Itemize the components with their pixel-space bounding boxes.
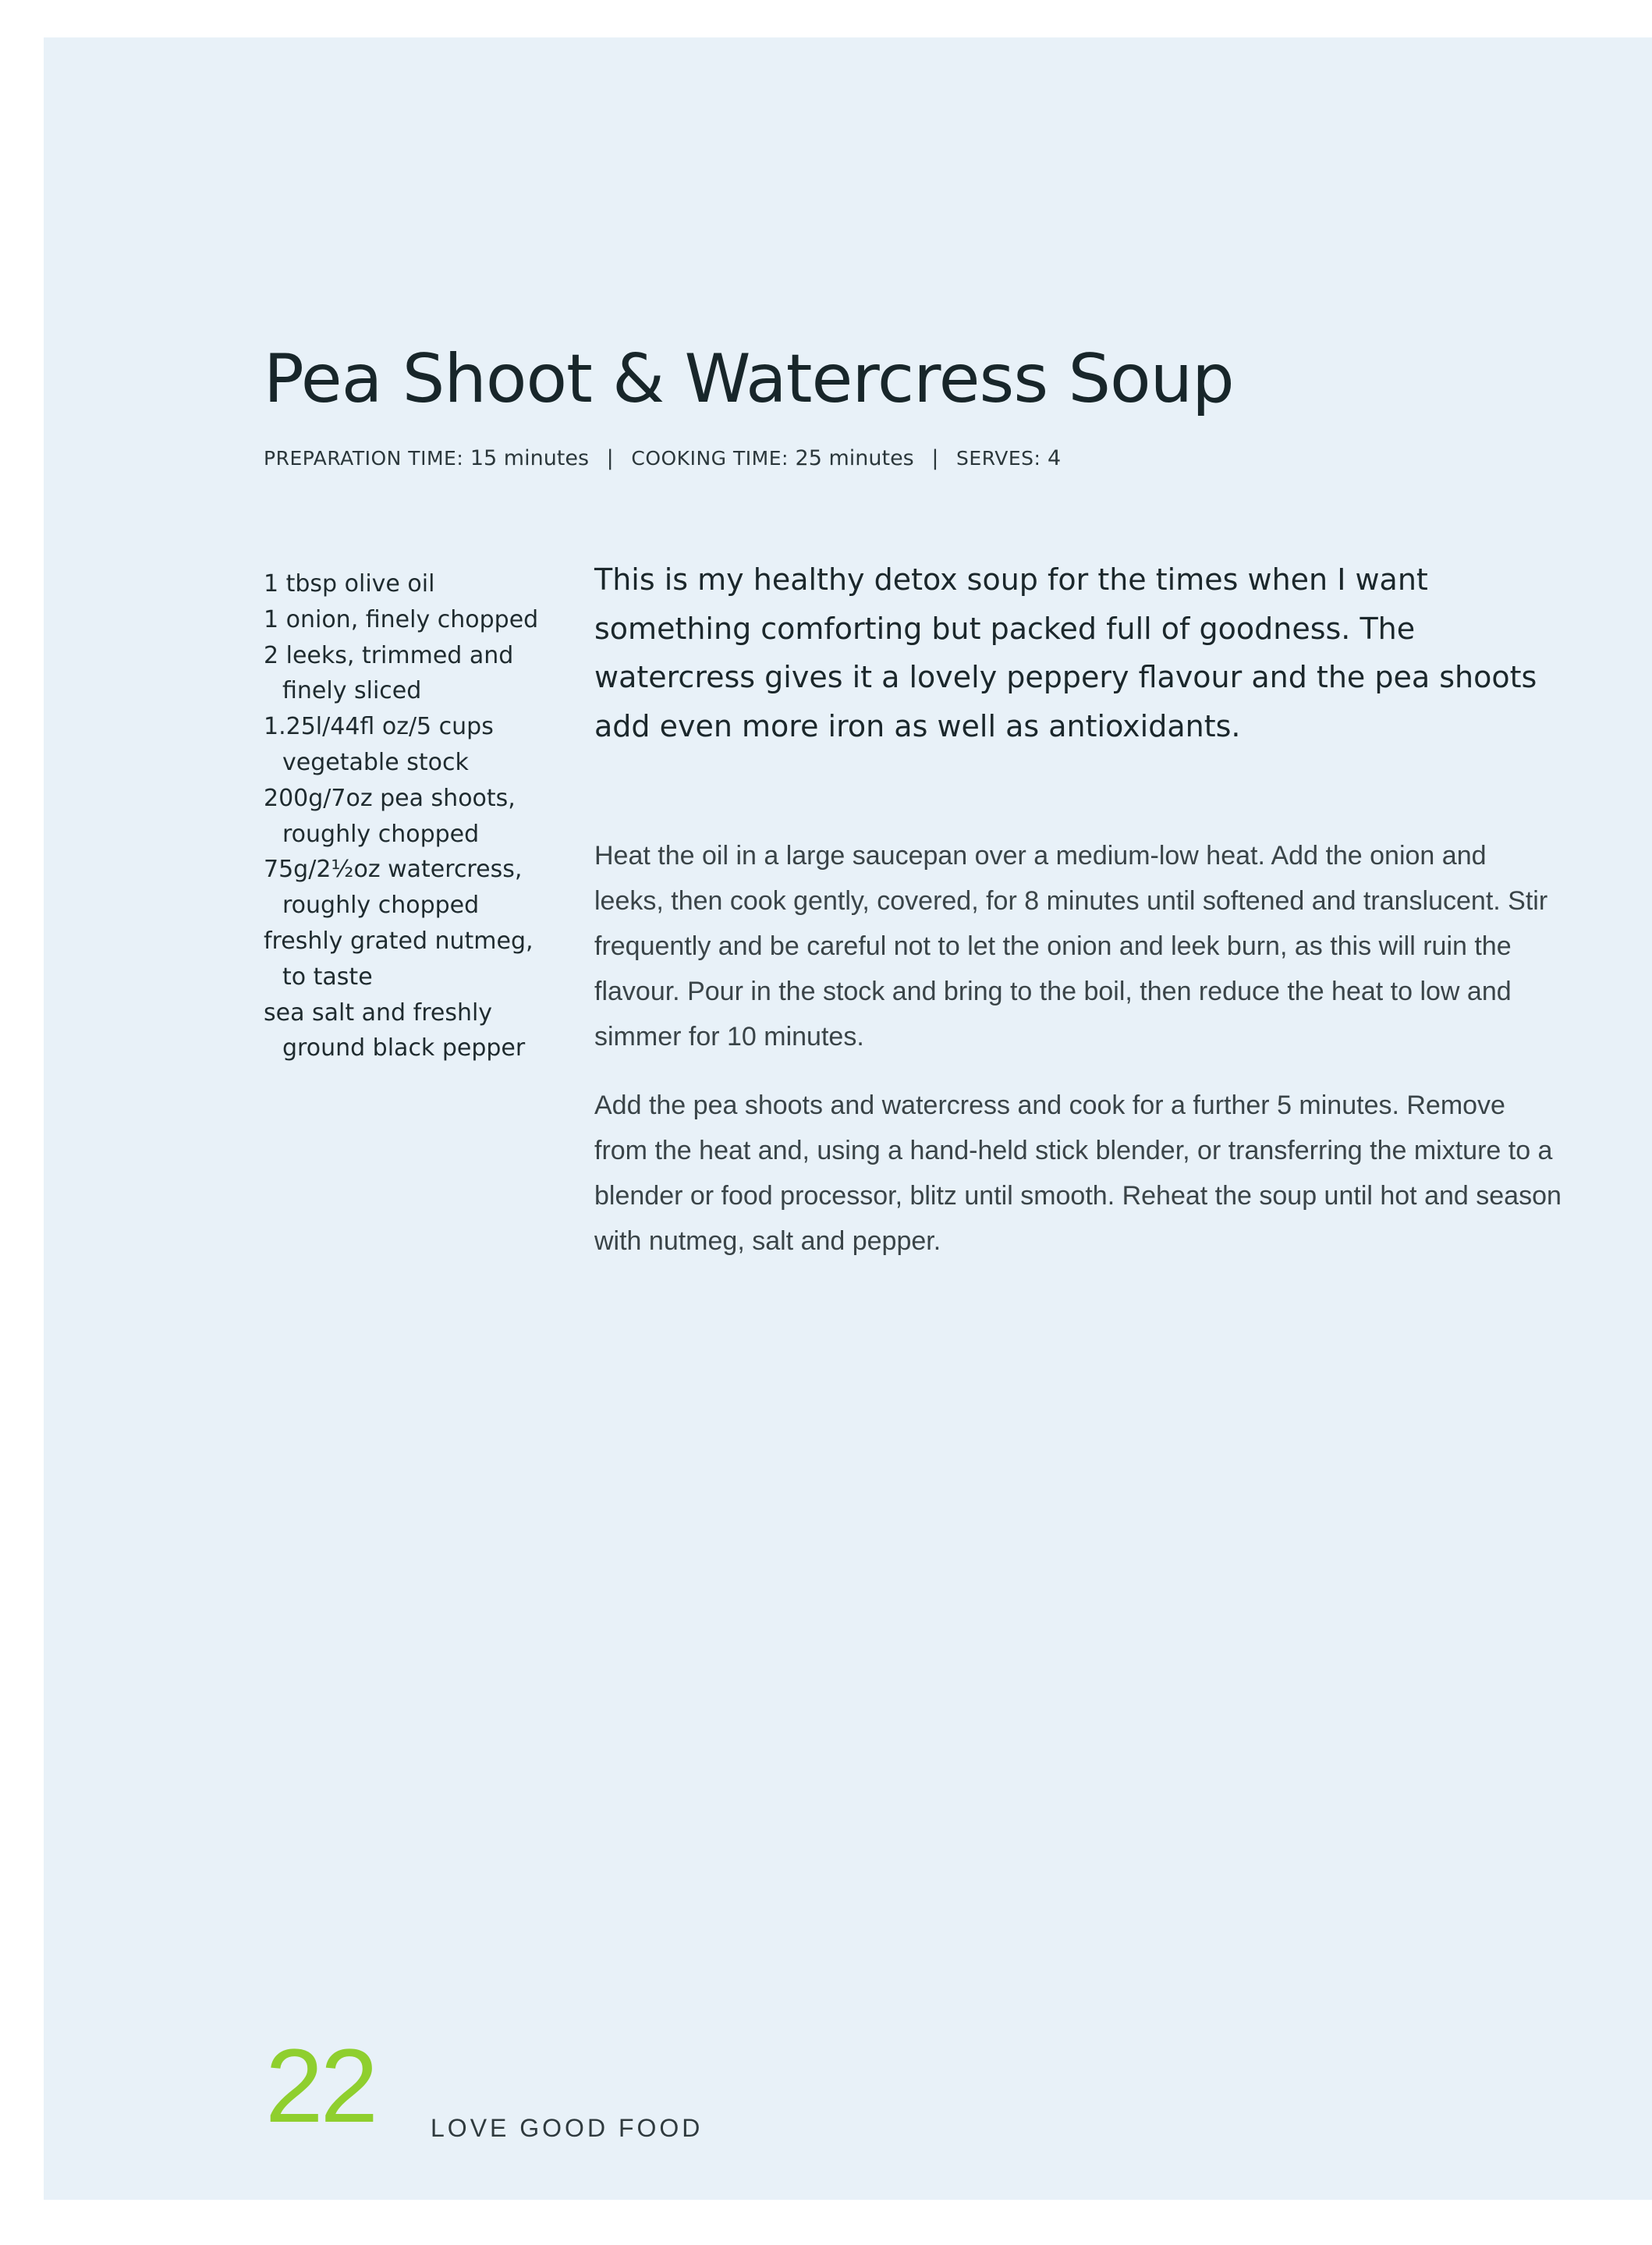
ingredient-item: 75g/2½oz watercress, roughly chopped <box>264 856 523 920</box>
method-section <box>594 833 1562 1287</box>
ingredient-item: 2 leeks, trimmed and finely sliced <box>264 641 514 705</box>
prep-time-label: PREPARATION TIME: <box>264 447 464 470</box>
recipe-title: Pea Shoot & Watercress Soup <box>264 340 1234 418</box>
ingredient-item: 1 onion, finely chopped <box>264 605 539 633</box>
serves-value: 4 <box>1048 446 1062 470</box>
ingredient-item: 1.25l/44fl oz/5 cups vegetable stock <box>264 713 494 776</box>
meta-separator: | <box>606 446 614 470</box>
recipe-intro: This is my healthy detox soup for the times when I want something comforting but packed full of goodness. The watercress gives it a lovely peppery flavour and the pea shoots add even more iron as well as antioxidants. <box>594 562 1537 743</box>
method-step: Heat the oil in a large saucepan over a medium-low heat. Add the onion and leeks, then cook gently, covered, for 8 minutes until softened and translucent. Stir frequently and be careful not to let the onion and leek burn, as this will ruin the flavour. Pour in the stock and bring to the boil, then reduce the heat to low and simmer for 10 minutes. <box>594 841 1548 1052</box>
ingredients-list <box>264 566 560 1066</box>
book-title: LOVE GOOD FOOD <box>431 2114 704 2142</box>
page-number: 22 <box>265 2028 376 2144</box>
recipe-meta <box>264 446 1061 470</box>
serves-label: SERVES: <box>956 447 1041 470</box>
cook-time-label: COOKING TIME: <box>631 447 789 470</box>
recipe-page <box>44 37 1652 2200</box>
cook-time-value: 25 minutes <box>795 446 914 470</box>
prep-time-value: 15 minutes <box>470 446 590 470</box>
meta-separator: | <box>931 446 939 470</box>
ingredient-item: sea salt and freshly ground black pepper <box>264 998 526 1062</box>
ingredient-item: 1 tbsp olive oil <box>264 570 435 598</box>
ingredient-item: 200g/7oz pea shoots, roughly chopped <box>264 784 516 848</box>
ingredient-item: freshly grated nutmeg, to taste <box>264 927 534 991</box>
method-step: Add the pea shoots and watercress and cook for a further 5 minutes. Remove from the heat and, using a hand-held stick blender, or transferring the mixture to a blender or food processor, blitz until smooth. Reheat the soup until hot and season with nutmeg, salt and pepper. <box>594 1091 1562 1256</box>
